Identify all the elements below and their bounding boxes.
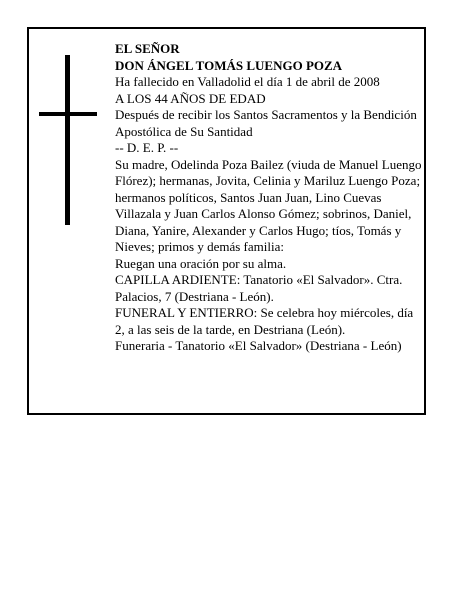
title-line-1: EL SEÑOR [115, 41, 180, 56]
cross-horizontal-bar [39, 112, 97, 116]
cross-icon [39, 55, 97, 225]
funeral-info: FUNERAL Y ENTIERRO: Se celebra hoy miércoles, día 2, a las seis de la tarde, en Destriana (León). [115, 305, 414, 337]
cross-vertical-bar [65, 55, 70, 225]
deceased-name: DON ÁNGEL TOMÁS LUENGO POZA [115, 57, 343, 73]
obituary-notice [27, 27, 426, 415]
sacraments-line: Después de recibir los Santos Sacramentos y la Bendición Apostólica de Su Santidad [115, 107, 417, 139]
family-list: Su madre, Odelinda Poza Bailez (viuda de Manuel Luengo Flórez); hermanas, Jovita, Celinia y Mariluz Luengo Poza; hermanos políticos, Santos Juan Juan, Lino Cuevas Villazala y Juan Carlos Alonso Gómez; sobrinos, Daniel, Diana, Yanire, Alexander y Carlos Hugo; tíos, Tomás y Nieves; primos y demás familia: [115, 156, 422, 254]
obituary-text [115, 41, 425, 355]
death-info: Ha fallecido en Valladolid el día 1 de abril de 2008 [115, 74, 380, 89]
chapel-info: CAPILLA ARDIENTE: Tanatorio «El Salvador». Ctra. Palacios, 7 (Destriana - León). [115, 272, 403, 304]
funeral-home-info: Funeraria - Tanatorio «El Salvador» (Destriana - León) [115, 338, 402, 353]
dep-line: -- D. E. P. -- [115, 140, 179, 155]
prayer-line: Ruegan una oración por su alma. [115, 255, 287, 271]
age-line: A LOS 44 AÑOS DE EDAD [115, 90, 266, 106]
